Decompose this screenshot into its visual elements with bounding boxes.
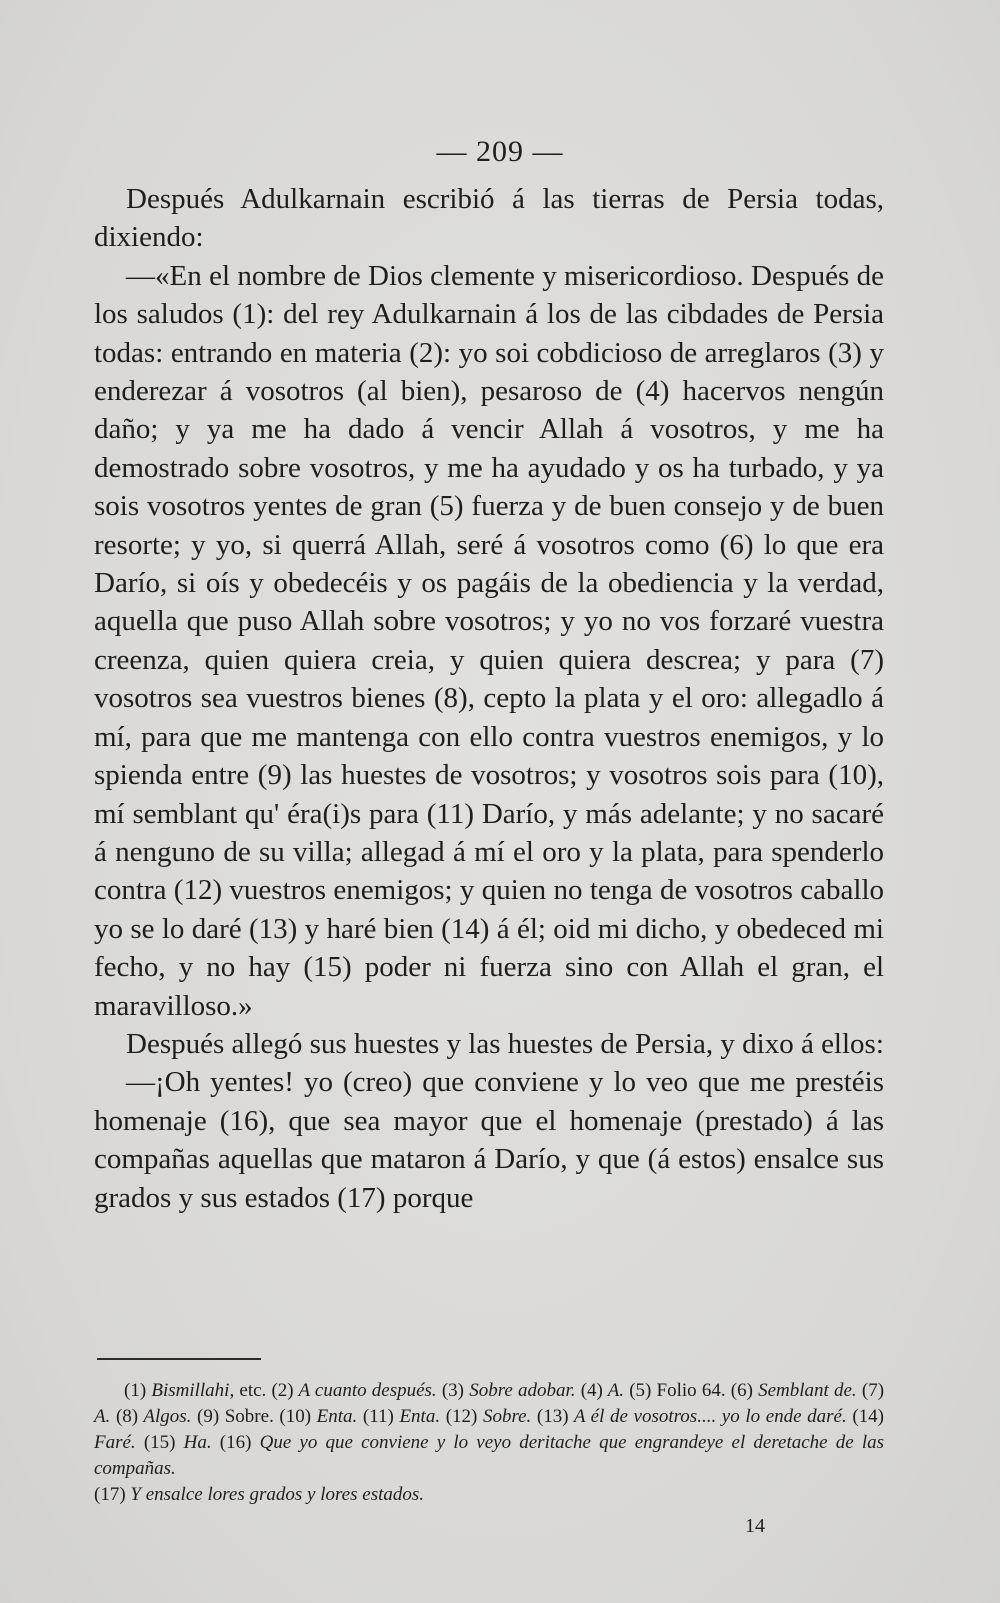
footnote-3-text: Sobre adobar. xyxy=(464,1380,576,1401)
footnote-7-text: A. xyxy=(94,1406,111,1427)
paragraph-4: —¡Oh yentes! yo (creo) que conviene y lo veo que me prestéis homenaje (16), que sea mayor que el homenaje (prestado) á las compañas aquellas que mataron á Darío, y que (á estos) ensalce sus grados y sus estados (17) porque xyxy=(94,1066,884,1214)
footnote-10-text: Enta. xyxy=(311,1406,358,1427)
footnote-8-text: Algos. xyxy=(138,1406,192,1427)
footnote-2-number: (2) xyxy=(266,1380,294,1401)
footnote-10-number: (10) xyxy=(273,1406,312,1427)
paragraph-1: Después Adulkarnain escribió á las tierras de Persia todas, dixiendo: xyxy=(94,183,884,254)
footnote-1-tail: etc. xyxy=(234,1380,267,1401)
signature-mark: 14 xyxy=(745,1515,765,1537)
footnote-divider xyxy=(97,1358,261,1360)
footnote-11-text: Enta. xyxy=(393,1406,441,1427)
paragraph-2: —«En el nombre de Dios clemente y misericordioso. Después de los saludos (1): del rey Adulkarnain á los de las cibdades de Persia todas: entrando en materia (2): yo soi cobdicioso de arreglaros (3) y enderezar á vosotros (al bien), pesaroso de (4) hacervos nengún daño; y ya me ha dado á vencir Allah á vosotros, y me ha demostrado sobre vosotros, y me ha ayudado y os ha turbado, y ya sois vosotros yentes de gran (5) fuerza y de buen consejo y de buen resorte; y yo, si querrá Allah, seré á vosotros como (6) lo que era Darío, si oís y obedecéis y os pagáis de la obediencia y la verdad, aquella que puso Allah sobre vosotros; y yo no vos forzaré vuestra creenza, quien quiera creia, y quien quiera descrea; y para (7) vosotros sea vuestros bienes (8), cepto la plata y el oro: allegadlo á mí, para que me mantenga con ello contra vuestros enemigos, y lo spienda entre (9) las huestes de vosotros; y vosotros sois para (10), mí semblant qu' éra(i)s para (11) Darío, y más adelante; y no sacaré á nenguno de su villa; allegad á mí el oro y la plata, para spenderlo contra (12) vuestros enemigos; y quien no tenga de vosotros caballo yo se lo daré (13) y haré bien (14) á él; oid mi dicho, y obedeced mi fecho, y no hay (15) poder ni fuerza sino con Allah el gran, el maravilloso.» xyxy=(94,259,884,1022)
page-number: — 209 — xyxy=(436,135,564,168)
footnote-15-number: (15) xyxy=(135,1432,176,1453)
footnote-3-number: (3) xyxy=(436,1380,465,1401)
footnote-9-tail: Sobre. xyxy=(219,1406,274,1427)
footnote-17 xyxy=(94,1482,884,1508)
footnote-17-number: (17) xyxy=(94,1484,126,1505)
footnote-13-number: (13) xyxy=(531,1406,569,1427)
footnote-4-number: (4) xyxy=(575,1380,603,1401)
footnote-13-text: A él de vosotros.... yo lo ende daré. xyxy=(568,1406,847,1427)
footnote-8-number: (8) xyxy=(110,1406,139,1427)
footnote-2-text: A cuanto después. xyxy=(293,1380,437,1401)
footnote-7-number: (7) xyxy=(856,1380,885,1401)
footnote-15-text: Ha. xyxy=(175,1432,212,1453)
footnotes xyxy=(94,1378,884,1508)
footnote-12-number: (12) xyxy=(440,1406,478,1427)
footnote-1-text: Bismillahi, xyxy=(151,1380,235,1401)
footnote-14-text: Faré. xyxy=(94,1432,136,1453)
footnote-16-number: (16) xyxy=(211,1432,252,1453)
footnote-6-number: (6) xyxy=(725,1380,753,1401)
footnote-4-text: A. xyxy=(602,1380,625,1401)
footnote-17-text: Y ensalce lores grados y lores estados. xyxy=(125,1484,425,1505)
footnote-16-text: Que yo que conviene y lo veyo deritache que engrandeye el deretache de las compañas. xyxy=(94,1432,884,1479)
footnote-11-number: (11) xyxy=(357,1406,394,1427)
footnote-14-number: (14) xyxy=(846,1406,884,1427)
footnote-12-text: Sobre. xyxy=(477,1406,532,1427)
footnote-9-number: (9) xyxy=(191,1406,220,1427)
footnote-1-number: (1) xyxy=(124,1380,147,1401)
footnote-5-tail: Folio 64. xyxy=(651,1380,726,1401)
paragraph-3: Después allegó sus huestes y las huestes de Persia, y dixo á ellos: xyxy=(126,1027,884,1060)
main-text xyxy=(94,180,884,1217)
footnote-5-number: (5) xyxy=(624,1380,652,1401)
footnote-block xyxy=(94,1378,884,1482)
footnote-6-text: Semblant de. xyxy=(752,1380,857,1401)
